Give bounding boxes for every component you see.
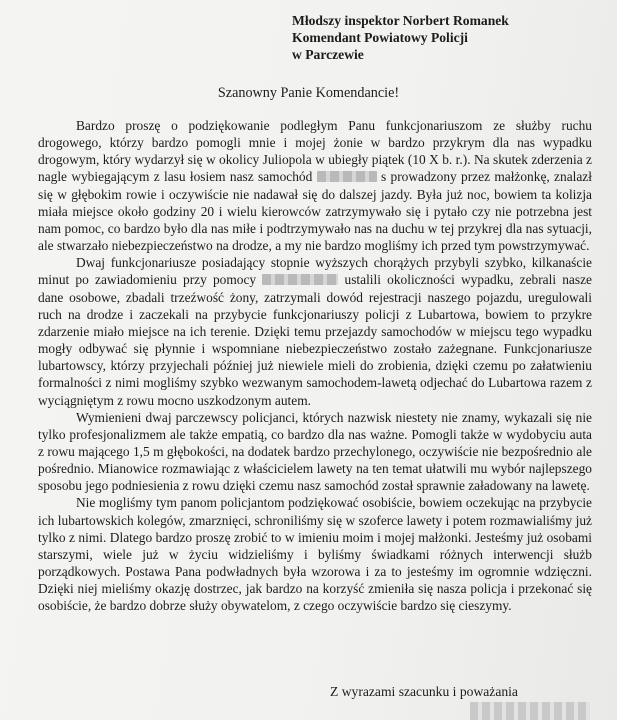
paragraph-2-text-b: ustalili okoliczności wypadku, zebrali nasze dane osobowe, zbadali trzeźwość żony, zatrzymali dowód rejestracji naszego pojazdu, uregulowali ruch na drodze i zaczekali na przybycie funkcjonariuszy policji z Lubartowa, bowiem to przykre zdarzenie miało miejsce na ich terenie. Dzięki temu przejazdy samochodów w miejscu tego wypadku mogły odbywać się płynnie i wspomniane niebezpieczeństwo zostało zażegnane. Funkcjonariusze lubartowscy, którzy przyjechali później już niewiele mieli do zrobienia, dzięki czemu po załatwieniu formalności z nimi mogliśmy szybko wezwanym samochodem-lawetą odjechać do Lubartowa razem z wyciągniętym z rowu mocno uszkodzonym autem. [38,272,592,408]
letter-body [38,117,592,615]
recipient-name: Młodszy inspektor Norbert Romanek [292,13,509,28]
closing-phrase: Z wyrazami szacunku i poważania [330,684,518,699]
paragraph-4: Nie mogliśmy tym panom policjantom podziękować osobiście, bowiem oczekując na przybycie ich lubartowskich kolegów, zmarznięci, schroniliśmy się w szoferce lawety i potem rozmawialiśmy już tylko z nimi. Dlatego bardzo proszę zrobić to w imieniu moim i mojej małżonki. Jesteśmy już osobami starszymi, wiele już w życiu widzieliśmy i byliśmy świadkami różnych interwencji służb porządkowych. Postawa Pana podwładnych była wzorowa i za to jesteśmy im ogromnie wdzięczni. Dzięki niej mieliśmy okazję dostrzec, jak bardzo na korzyść zmieniła się nasza policja i przekonać się osobiście, że bardzo dobrze służy obywatelom, z czego oczywiście bardzo się cieszymy. [38,495,592,614]
redacted-number [262,274,338,285]
paragraph-1 [38,117,592,254]
salutation: Szanowny Panie Komendancie! [217,85,400,101]
recipient-location: w Parczewie [292,47,364,62]
paragraph-1-text-a: Bardzo proszę o podziękowanie podległym Panu funkcjonariuszom ze służby ruchu drogowego, którzy bardzo pomogli mnie i mojej żonie w bardzo przykrym dla nas wypadku drogowym, który wydarzył się w okolicy Juliopola w ubiegły piątek (10 X b. r.). Na skutek zderzenia z nagle wybiegającym z lasu łosiem nasz samochód [38,118,592,185]
paragraph-3: Wymienieni dwaj parczewscy policjanci, których nazwisk niestety nie znamy, wykazali się nie tylko profesjonalizmem ale także empatią, co bardzo dla nas ważne. Pomogli także w wydobyciu auta z rowu mającego 1,5 m głębokości, na dodatek bardzo przechylonego, oczywiście nie bezpośrednio ale pośrednio. Mianowice rozmawiając z właścicielem lawety na ten temat ułatwili mu wybór najlepszego sposobu jego podniesienia z rowu dzięki czemu nasz samochód został sprawnie załadowany na lawetę. [38,409,592,494]
redacted-signature [470,702,590,720]
recipient-title: Komendant Powiatowy Policji [292,30,468,45]
paragraph-2 [38,254,592,408]
paragraph-1-text-b: s prowadzony przez małżonkę, znalazł się w głębokim rowie i oczywiście nie nadawał się do dalszej jazdy. Była już noc, bowiem ta kolizja miała miejsce około godziny 20 i wielu kierowców zatrzymywało się i pytało czy nie potrzebna jest nam pomoc, co bardzo było dla nas miłe i podtrzymywało nas na duchu w tej przykrej dla nas sytuacji, ale stwarzało niebezpieczeństwo na drodze, a my nie bardzo mogliśmy ich przed tym powstrzymywać. [38,169,592,254]
redacted-vehicle [317,171,377,182]
recipient-block [292,12,509,63]
paragraph-2-text-a: Dwaj funkcjonariusze posiadający stopnie wyższych chorążych przybyli szybko, kilkanaście minut po zawiadomieniu przy pomocy [38,255,592,288]
